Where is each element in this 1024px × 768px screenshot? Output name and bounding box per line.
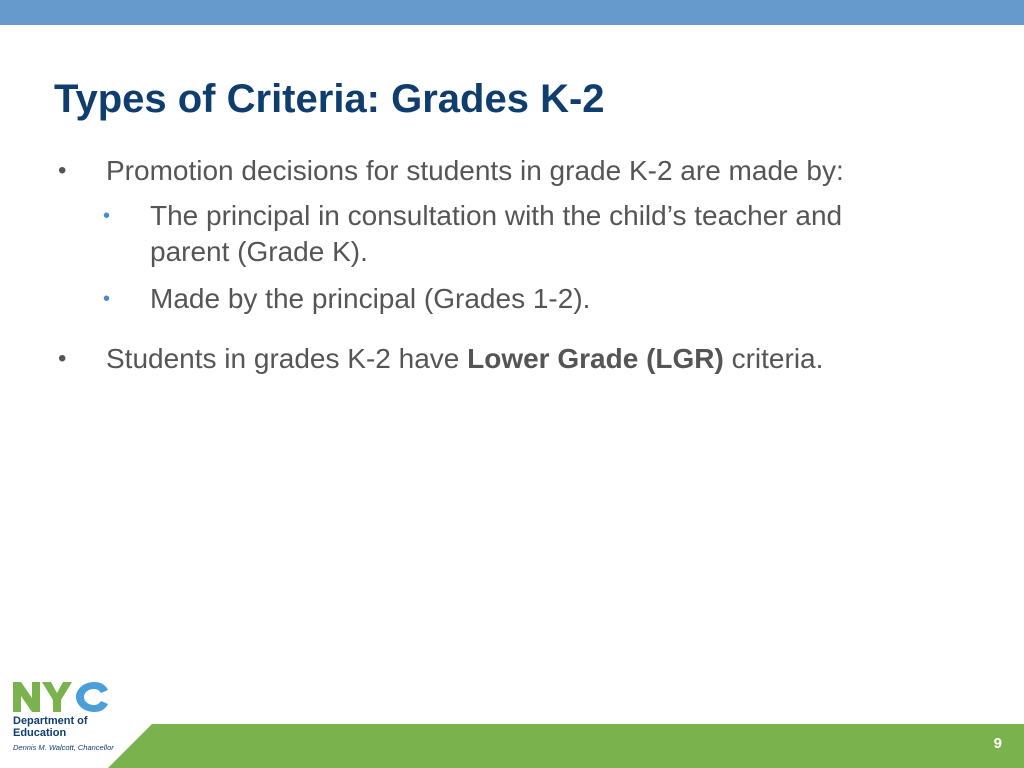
top-accent-bar [0,0,1024,25]
bullet-2-text-start: Students in grades K-2 have [106,343,468,374]
nyc-logo-icon [12,680,110,714]
footer-band [0,724,1024,768]
bullet-2-text [106,341,823,377]
sub-bullet-2-text: Made by the principal (Grades 1-2). [150,283,591,314]
bullet-2-bold-term: Lower Grade (LGR) [467,343,724,374]
bullet-marker: • [58,157,67,184]
sub-bullet-1-line-2: parent (Grade K). [150,236,368,267]
sub-bullet-marker: • [103,288,111,310]
page-number: 9 [993,735,1002,752]
bullet-marker: • [58,345,67,372]
logo-department-text: Department of Education [13,715,88,739]
sub-bullet-1-line-1: The principal in consultation with the child’s teacher and [150,200,843,231]
bullet-1-text: Promotion decisions for students in grade K-2 are made by: [106,155,844,186]
slide-title: Types of Criteria: Grades K-2 [54,77,605,121]
sub-bullet-marker: • [103,205,111,227]
nyc-doe-logo [12,680,122,760]
logo-chancellor-text: Dennis M. Walcott, Chancellor [13,743,114,752]
bullet-2-text-end: criteria. [723,343,824,374]
